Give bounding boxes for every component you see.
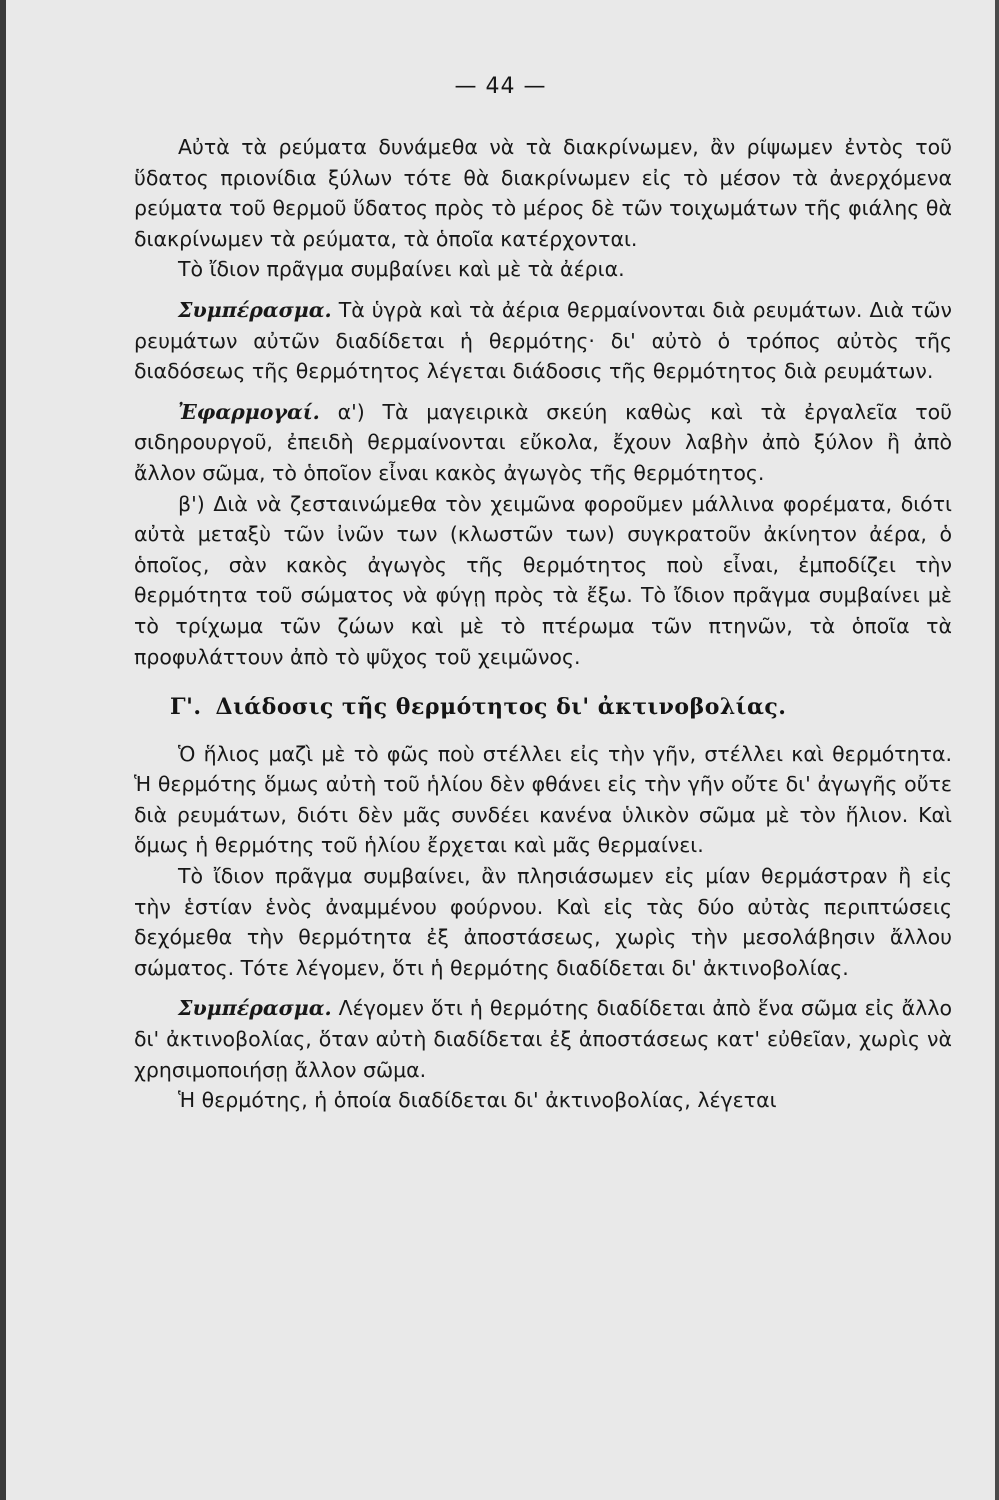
paragraph-conclusion-radiation [134, 993, 952, 1085]
section-number: Γ'. [170, 694, 202, 721]
paragraph-woolen-clothes: β') Διὰ νὰ ζεσταινώμεθα τὸν χειμῶνα φοροῦμεν μάλλινα φορέματα, διότι αὐτὰ μεταξὺ τῶν ἰνῶν των (κλωστῶν των) συγκρατοῦν ἀκίνητον ἀέρα, ὁ ὁποῖος, σὰν κακὸς ἀγωγὸς τῆς θερμότητος ποὺ εἶναι, ἐμποδίζει τὴν θερμότητα τοῦ σώματος νὰ φύγῃ πρὸς τὰ ἔξω. Τὸ ἴδιον πρᾶγμα συμβαίνει μὲ τὸ τρίχωμα τῶν ζώων καὶ μὲ τὸ πτέρωμα τῶν πτηνῶν, τὰ ὁποῖα τὰ προφυλάττουν ἀπὸ τὸ ψῦχος τοῦ χειμῶνος. [134, 491, 952, 669]
paragraph-gases: Τὸ ἴδιον πρᾶγμα συμβαίνει καὶ μὲ τὰ ἀέρια. [178, 257, 625, 282]
applications-label: Ἐφαρμογαί. [178, 399, 320, 424]
conclusion-radiation-label: Συμπέρασμα. [178, 996, 332, 1021]
conclusion-text: Τὰ ὑγρὰ καὶ τὰ ἀέρια θερμαίνονται διὰ ρευμάτων. Διὰ τῶν ρευμάτων αὐτῶν διαδίδεται ἡ θερμότης· δι' αὐτὸ ὁ τρόπος αὐτὸς τῆς διαδόσεως τῆς θερμότητος λέγεται διάδοσις τῆς θερμότητος διὰ ρευμάτων. [134, 297, 952, 384]
conclusion-label: Συμπέρασμα. [178, 297, 332, 322]
paragraph-sun: Ὁ ἥλιος μαζὶ μὲ τὸ φῶς ποὺ στέλλει εἰς τὴν γῆν, στέλλει καὶ θερμότητα. Ἡ θερμότης ὅμως αὐτὴ τοῦ ἡλίου δὲν φθάνει εἰς τὴν γῆν οὔτε δι' ἀγωγῆς οὔτε διὰ ρευμάτων, διότι δὲν μᾶς συνδέει κανένα ὑλικὸν σῶμα μὲ τὸν ἥλιον. Καὶ ὅμως ἡ θερμότης τοῦ ἡλίου ἔρχεται καὶ μᾶς θερμαίνει. [134, 741, 952, 858]
paragraph-applications [134, 397, 952, 489]
page-number: — 44 — [454, 74, 547, 99]
paragraph-conclusion-convection [134, 295, 952, 387]
section-heading [170, 692, 952, 723]
paragraph-stove: Τὸ ἴδιον πρᾶγμα συμβαίνει, ἂν πλησιάσωμεν εἰς μίαν θερμάστραν ἢ εἰς τὴν ἑστίαν ἑνὸς ἀναμμένου φούρνου. Καὶ εἰς τὰς δύο αὐτὰς περιπτώσεις δεχόμεθα τὴν θερμότητα ἐξ ἀποστάσεως, χωρὶς τὴν μεσολάβησιν ἄλλου σώματος. Τότε λέγομεν, ὅτι ἡ θερμότης διαδίδεται δι' ἀκτινοβολίας. [134, 864, 952, 980]
section-title: Διάδοσις τῆς θερμότητος δι' ἀκτινοβολίας. [215, 694, 787, 721]
page-body [134, 132, 952, 1116]
applications-text: α') Τὰ μαγειρικὰ σκεύη καθὼς καὶ τὰ ἐργαλεῖα τοῦ σιδηρουργοῦ, ἐπειδὴ θερμαίνονται εὔκολα, ἔχουν λαβὴν ἀπὸ ξύλον ἢ ἀπὸ ἄλλον σῶμα, τὸ ὁποῖον εἶναι κακὸς ἀγωγὸς τῆς θερμότητος. [134, 399, 952, 485]
conclusion-radiation-text: Λέγομεν ὅτι ἡ θερμότης διαδίδεται ἀπὸ ἕνα σῶμα εἰς ἄλλο δι' ἀκτινοβολίας, ὅταν αὐτὴ διαδίδεται ἐξ ἀποστάσεως κατ' εὐθεῖαν, χωρὶς νὰ χρησιμοποιήσῃ ἄλλον σῶμα. [134, 996, 952, 1082]
paragraph-currents: Αὐτὰ τὰ ρεύματα δυνάμεθα νὰ τὰ διακρίνωμεν, ἂν ρίψωμεν ἐντὸς τοῦ ὕδατος πριονίδια ξύλων τότε θὰ διακρίνωμεν εἰς τὸ μέσον τὰ ἀνερχόμενα ρεύματα τοῦ θερμοῦ ὕδατος πρὸς τὸ μέρος δὲ τῶν τοιχωμάτων τῆς φιάλης θὰ διακρίνωμεν τὰ ρεύματα, τὰ ὁποῖα κατέρχονται. [134, 135, 952, 251]
paragraph-radiation-definition: Ἡ θερμότης, ἡ ὁποία διαδίδεται δι' ἀκτινοβολίας, λέγεται [178, 1088, 777, 1113]
